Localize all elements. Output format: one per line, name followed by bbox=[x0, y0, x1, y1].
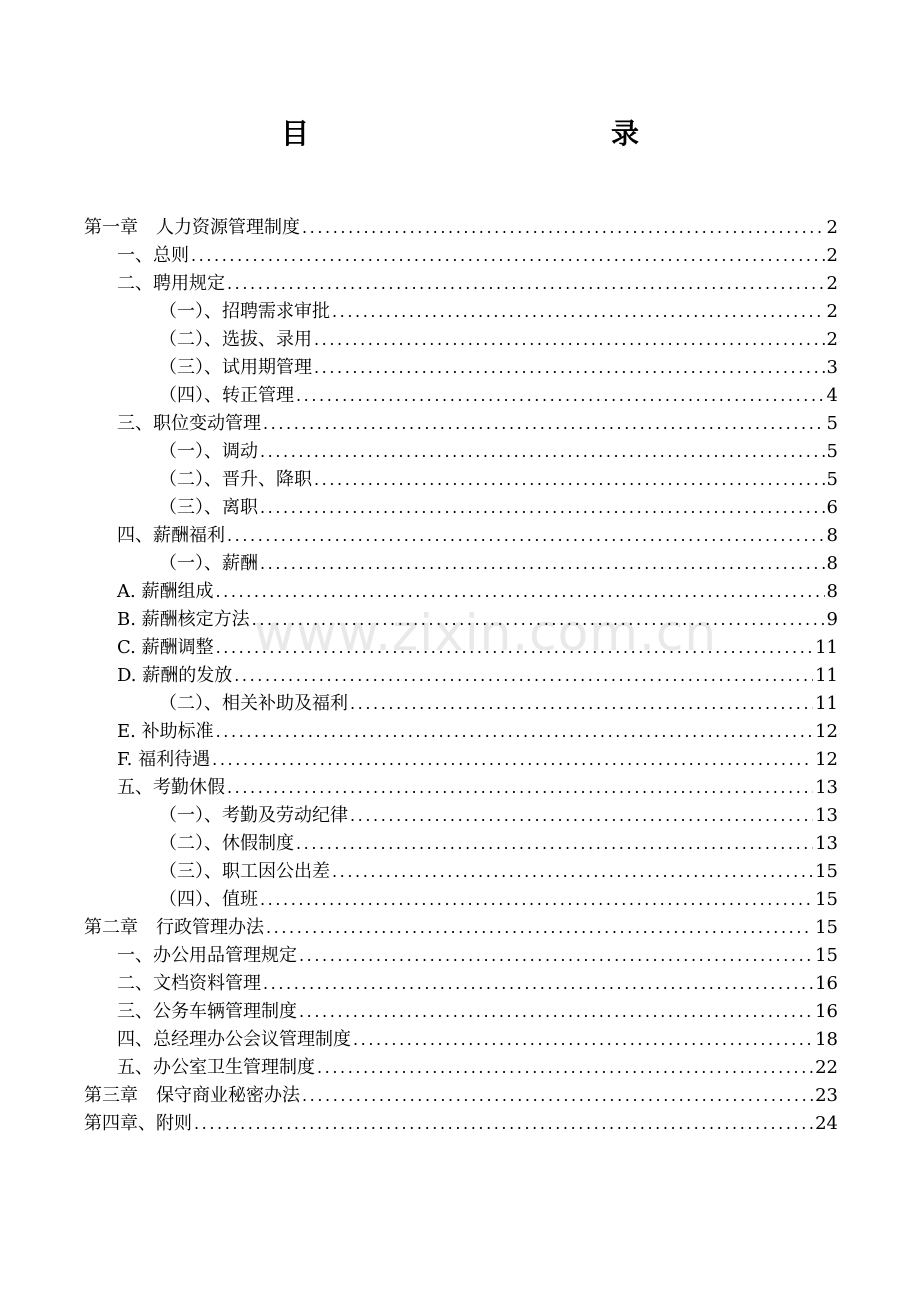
toc-dot-leader bbox=[215, 580, 824, 604]
toc-entry[interactable] bbox=[84, 660, 838, 688]
toc-entry-label: B. 薪酬核定方法 bbox=[117, 609, 250, 630]
toc-entry[interactable] bbox=[84, 940, 838, 968]
toc-dot-leader bbox=[332, 300, 825, 324]
toc-dot-leader bbox=[252, 608, 825, 632]
toc-dot-leader bbox=[314, 468, 825, 492]
toc-dot-leader bbox=[212, 748, 813, 772]
toc-dot-leader bbox=[350, 692, 813, 716]
toc-entry-label: E. 补助标准 bbox=[117, 721, 214, 742]
page-title: 目 录 bbox=[280, 117, 721, 150]
toc-entry-page-number: 11 bbox=[815, 637, 838, 658]
toc-dot-leader bbox=[234, 664, 813, 688]
toc-entry[interactable] bbox=[84, 324, 838, 352]
toc-entry-page-number: 4 bbox=[826, 385, 838, 406]
toc-entry-label: 四、总经理办公会议管理制度 bbox=[117, 1029, 351, 1050]
toc-entry-label: （二）、晋升、降职 bbox=[159, 469, 312, 490]
toc-entry-page-number: 2 bbox=[826, 217, 838, 238]
toc-entry-label: 第二章 行政管理办法 bbox=[84, 917, 264, 938]
toc-entry-page-number: 2 bbox=[826, 273, 838, 294]
toc-entry[interactable] bbox=[84, 408, 838, 436]
toc-dot-leader bbox=[332, 860, 813, 884]
toc-dot-leader bbox=[317, 1056, 813, 1080]
toc-entry[interactable] bbox=[84, 1024, 838, 1052]
toc-entry-page-number: 13 bbox=[815, 805, 838, 826]
table-of-contents bbox=[84, 212, 838, 1136]
toc-entry[interactable] bbox=[84, 352, 838, 380]
toc-entry[interactable] bbox=[84, 884, 838, 912]
toc-dot-leader bbox=[227, 524, 825, 548]
toc-dot-leader bbox=[299, 944, 813, 968]
toc-entry-page-number: 16 bbox=[815, 973, 838, 994]
toc-dot-leader bbox=[302, 216, 825, 240]
toc-entry-page-number: 15 bbox=[815, 889, 838, 910]
toc-entry-label: F. 福利待遇 bbox=[117, 749, 211, 770]
toc-dot-leader bbox=[314, 356, 825, 380]
toc-entry-page-number: 18 bbox=[815, 1029, 838, 1050]
toc-dot-leader bbox=[191, 244, 825, 268]
toc-entry-label: 一、总则 bbox=[117, 245, 189, 266]
toc-dot-leader bbox=[260, 888, 813, 912]
toc-entry-page-number: 8 bbox=[826, 525, 838, 546]
toc-entry-label: （一）、薪酬 bbox=[159, 553, 258, 574]
toc-entry-page-number: 13 bbox=[815, 833, 838, 854]
toc-entry[interactable] bbox=[84, 1052, 838, 1080]
toc-entry-label: （三）、离职 bbox=[159, 497, 258, 518]
toc-entry[interactable] bbox=[84, 632, 838, 660]
toc-entry-label: 五、考勤休假 bbox=[117, 777, 225, 798]
toc-entry[interactable] bbox=[84, 464, 838, 492]
toc-entry-page-number: 2 bbox=[826, 329, 838, 350]
toc-entry[interactable] bbox=[84, 744, 838, 772]
toc-entry-label: 二、文档资料管理 bbox=[117, 973, 261, 994]
toc-entry-page-number: 11 bbox=[815, 665, 838, 686]
toc-entry-label: （一）、调动 bbox=[159, 441, 258, 462]
toc-entry[interactable] bbox=[84, 800, 838, 828]
toc-entry[interactable] bbox=[84, 968, 838, 996]
toc-dot-leader bbox=[260, 440, 825, 464]
toc-entry-label: 二、聘用规定 bbox=[117, 273, 225, 294]
toc-entry[interactable] bbox=[84, 1080, 838, 1108]
toc-entry[interactable] bbox=[84, 380, 838, 408]
toc-entry-page-number: 8 bbox=[826, 581, 838, 602]
watermark: www.zixin.com.cn bbox=[254, 604, 718, 662]
toc-entry[interactable] bbox=[84, 1108, 838, 1136]
toc-entry-label: 三、职位变动管理 bbox=[117, 413, 261, 434]
toc-entry-label: 五、办公室卫生管理制度 bbox=[117, 1057, 315, 1078]
toc-dot-leader bbox=[227, 272, 825, 296]
toc-entry-page-number: 12 bbox=[815, 749, 838, 770]
toc-entry-label: 第三章 保守商业秘密办法 bbox=[84, 1085, 300, 1106]
toc-entry-label: A. 薪酬组成 bbox=[117, 581, 214, 602]
toc-entry[interactable] bbox=[84, 268, 838, 296]
toc-entry-page-number: 13 bbox=[815, 777, 838, 798]
toc-dot-leader bbox=[350, 804, 813, 828]
toc-entry[interactable] bbox=[84, 520, 838, 548]
toc-entry-page-number: 15 bbox=[815, 861, 838, 882]
toc-entry-page-number: 6 bbox=[826, 497, 838, 518]
toc-entry[interactable] bbox=[84, 856, 838, 884]
toc-entry[interactable] bbox=[84, 240, 838, 268]
toc-entry-page-number: 12 bbox=[815, 721, 838, 742]
toc-dot-leader bbox=[296, 384, 825, 408]
toc-dot-leader bbox=[296, 832, 813, 856]
toc-entry-label: D. 薪酬的发放 bbox=[117, 665, 233, 686]
toc-entry-label: （一）、考勤及劳动纪律 bbox=[159, 805, 348, 826]
toc-entry[interactable] bbox=[84, 716, 838, 744]
toc-entry-label: 四、薪酬福利 bbox=[117, 525, 225, 546]
toc-entry-label: （三）、试用期管理 bbox=[159, 357, 312, 378]
toc-entry[interactable] bbox=[84, 828, 838, 856]
toc-dot-leader bbox=[260, 496, 825, 520]
toc-entry-label: 第四章、附则 bbox=[84, 1113, 192, 1134]
toc-entry-page-number: 5 bbox=[826, 469, 838, 490]
toc-entry-page-number: 2 bbox=[826, 245, 838, 266]
toc-entry-label: （二）、休假制度 bbox=[159, 833, 294, 854]
toc-dot-leader bbox=[216, 636, 814, 660]
toc-entry[interactable] bbox=[84, 436, 838, 464]
toc-entry-label: （二）、相关补助及福利 bbox=[159, 693, 348, 714]
toc-entry-label: （四）、转正管理 bbox=[159, 385, 294, 406]
toc-entry[interactable] bbox=[84, 604, 838, 632]
toc-dot-leader bbox=[263, 412, 825, 436]
toc-entry-page-number: 24 bbox=[815, 1113, 838, 1134]
toc-dot-leader bbox=[314, 328, 825, 352]
toc-entry-page-number: 9 bbox=[826, 609, 838, 630]
toc-entry-page-number: 5 bbox=[826, 413, 838, 434]
toc-entry-label: C. 薪酬调整 bbox=[117, 637, 214, 658]
toc-dot-leader bbox=[353, 1028, 813, 1052]
toc-dot-leader bbox=[299, 1000, 813, 1024]
toc-dot-leader bbox=[227, 776, 813, 800]
toc-entry-label: （二）、选拔、录用 bbox=[159, 329, 312, 350]
toc-entry-label: （一）、招聘需求审批 bbox=[159, 301, 330, 322]
toc-entry[interactable] bbox=[84, 996, 838, 1024]
toc-entry-page-number: 2 bbox=[826, 301, 838, 322]
toc-entry-page-number: 11 bbox=[815, 693, 838, 714]
toc-entry[interactable] bbox=[84, 212, 838, 240]
toc-dot-leader bbox=[194, 1112, 813, 1136]
toc-dot-leader bbox=[216, 720, 814, 744]
toc-entry-label: 一、办公用品管理规定 bbox=[117, 945, 297, 966]
toc-entry[interactable] bbox=[84, 492, 838, 520]
toc-entry-page-number: 22 bbox=[815, 1057, 838, 1078]
toc-entry-page-number: 5 bbox=[826, 441, 838, 462]
toc-entry-label: 第一章 人力资源管理制度 bbox=[84, 217, 300, 238]
toc-dot-leader bbox=[263, 972, 813, 996]
toc-entry[interactable] bbox=[84, 296, 838, 324]
toc-entry[interactable] bbox=[84, 688, 838, 716]
toc-entry-label: （四）、值班 bbox=[159, 889, 258, 910]
toc-dot-leader bbox=[266, 916, 813, 940]
toc-entry-page-number: 23 bbox=[815, 1085, 838, 1106]
toc-entry-page-number: 8 bbox=[826, 553, 838, 574]
toc-entry-page-number: 15 bbox=[815, 917, 838, 938]
toc-entry[interactable] bbox=[84, 576, 838, 604]
toc-entry[interactable] bbox=[84, 912, 838, 940]
toc-entry-page-number: 15 bbox=[815, 945, 838, 966]
toc-entry-page-number: 16 bbox=[815, 1001, 838, 1022]
toc-entry-page-number: 3 bbox=[826, 357, 838, 378]
toc-entry-label: （三）、职工因公出差 bbox=[159, 861, 330, 882]
toc-entry[interactable] bbox=[84, 772, 838, 800]
toc-entry-label: 三、公务车辆管理制度 bbox=[117, 1001, 297, 1022]
toc-dot-leader bbox=[302, 1084, 813, 1108]
toc-entry[interactable] bbox=[84, 548, 838, 576]
toc-dot-leader bbox=[260, 552, 825, 576]
